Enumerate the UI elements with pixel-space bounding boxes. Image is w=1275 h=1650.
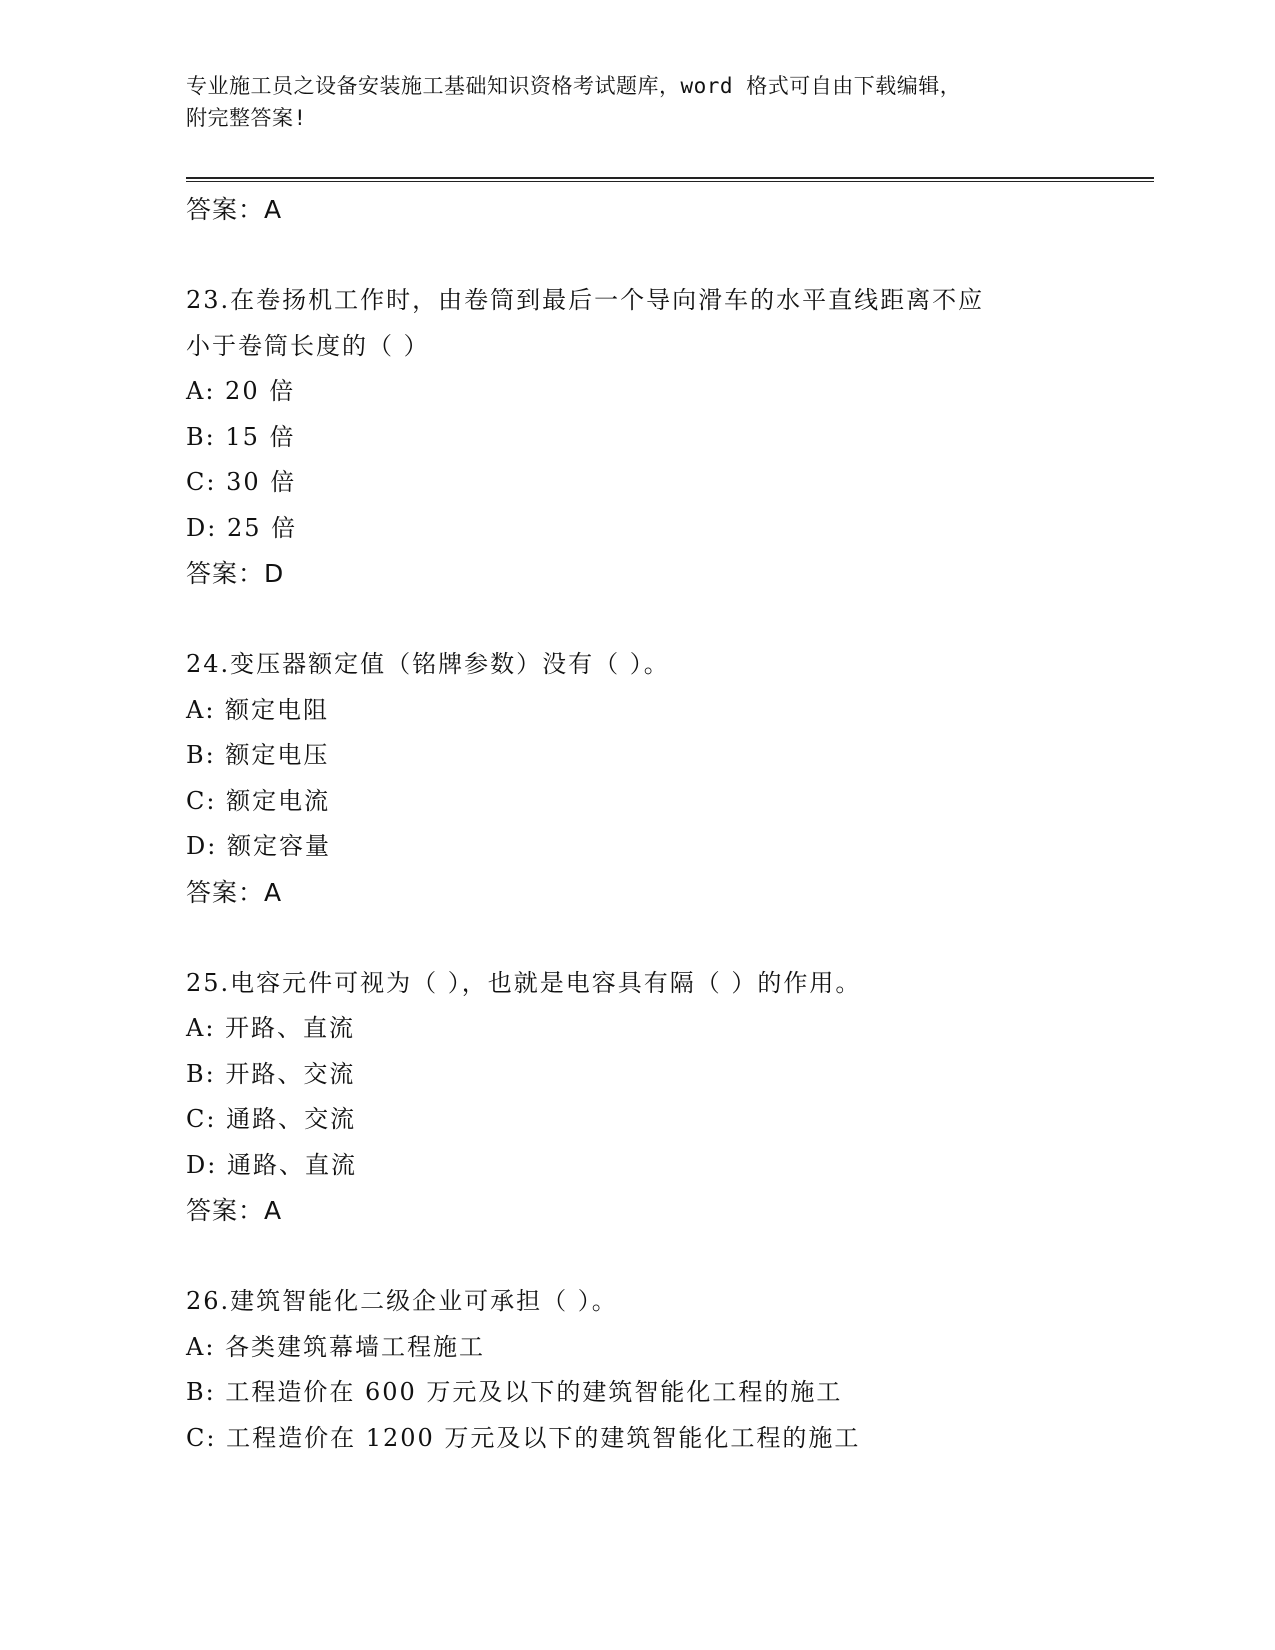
option-d: D: 25 倍 (186, 513, 298, 542)
option-d: D: 额定容量 (186, 832, 331, 860)
answer-line: 答案：D (186, 559, 285, 588)
document-body (186, 187, 1146, 1461)
header-line-1: 专业施工员之设备安装施工基础知识资格考试题库，word 格式可自由下载编辑， (186, 74, 962, 98)
option-b: B: 工程造价在 600 万元及以下的建筑智能化工程的施工 (186, 1378, 843, 1406)
question-23 (186, 278, 1146, 597)
option-c: C: 通路、交流 (186, 1105, 357, 1133)
option-a: A: 开路、直流 (186, 1014, 356, 1042)
question-stem: 26.建筑智能化二级企业可承担（ ）。 (186, 1287, 618, 1315)
question-24 (186, 642, 1146, 915)
question-stem: 24.变压器额定值（铭牌参数）没有（ ）。 (186, 650, 670, 678)
question-stem: 23.在卷扬机工作时，由卷筒到最后一个导向滑车的水平直线距离不应 (186, 286, 985, 314)
answer-line: 答案：A (186, 195, 283, 224)
page-header (186, 70, 1086, 134)
question-25 (186, 961, 1146, 1234)
question-26 (186, 1279, 1146, 1461)
option-b: B: 15 倍 (186, 422, 296, 451)
option-b: B: 额定电压 (186, 741, 330, 769)
spacer (186, 233, 1146, 279)
option-a: A: 各类建筑幕墙工程施工 (186, 1332, 486, 1361)
question-stem: 25.电容元件可视为（ ），也就是电容具有隔（ ）的作用。 (186, 968, 862, 997)
option-b: B: 开路、交流 (186, 1059, 356, 1088)
question-stem: 小于卷筒长度的（ ） (186, 331, 430, 360)
option-a: A: 额定电阻 (186, 695, 330, 724)
option-a: A: 20 倍 (186, 377, 296, 405)
header-line-2: 附完整答案! (186, 106, 307, 130)
spacer (186, 915, 1146, 961)
option-c: C: 工程造价在 1200 万元及以下的建筑智能化工程的施工 (186, 1423, 861, 1452)
answer-line: 答案：A (186, 1196, 283, 1225)
option-c: C: 额定电流 (186, 786, 331, 815)
option-c: C: 30 倍 (186, 468, 297, 496)
option-d: D: 通路、直流 (186, 1150, 357, 1179)
answer-line: 答案：A (186, 877, 283, 907)
spacer (186, 1234, 1146, 1280)
header-divider (186, 177, 1154, 182)
spacer (186, 597, 1146, 643)
